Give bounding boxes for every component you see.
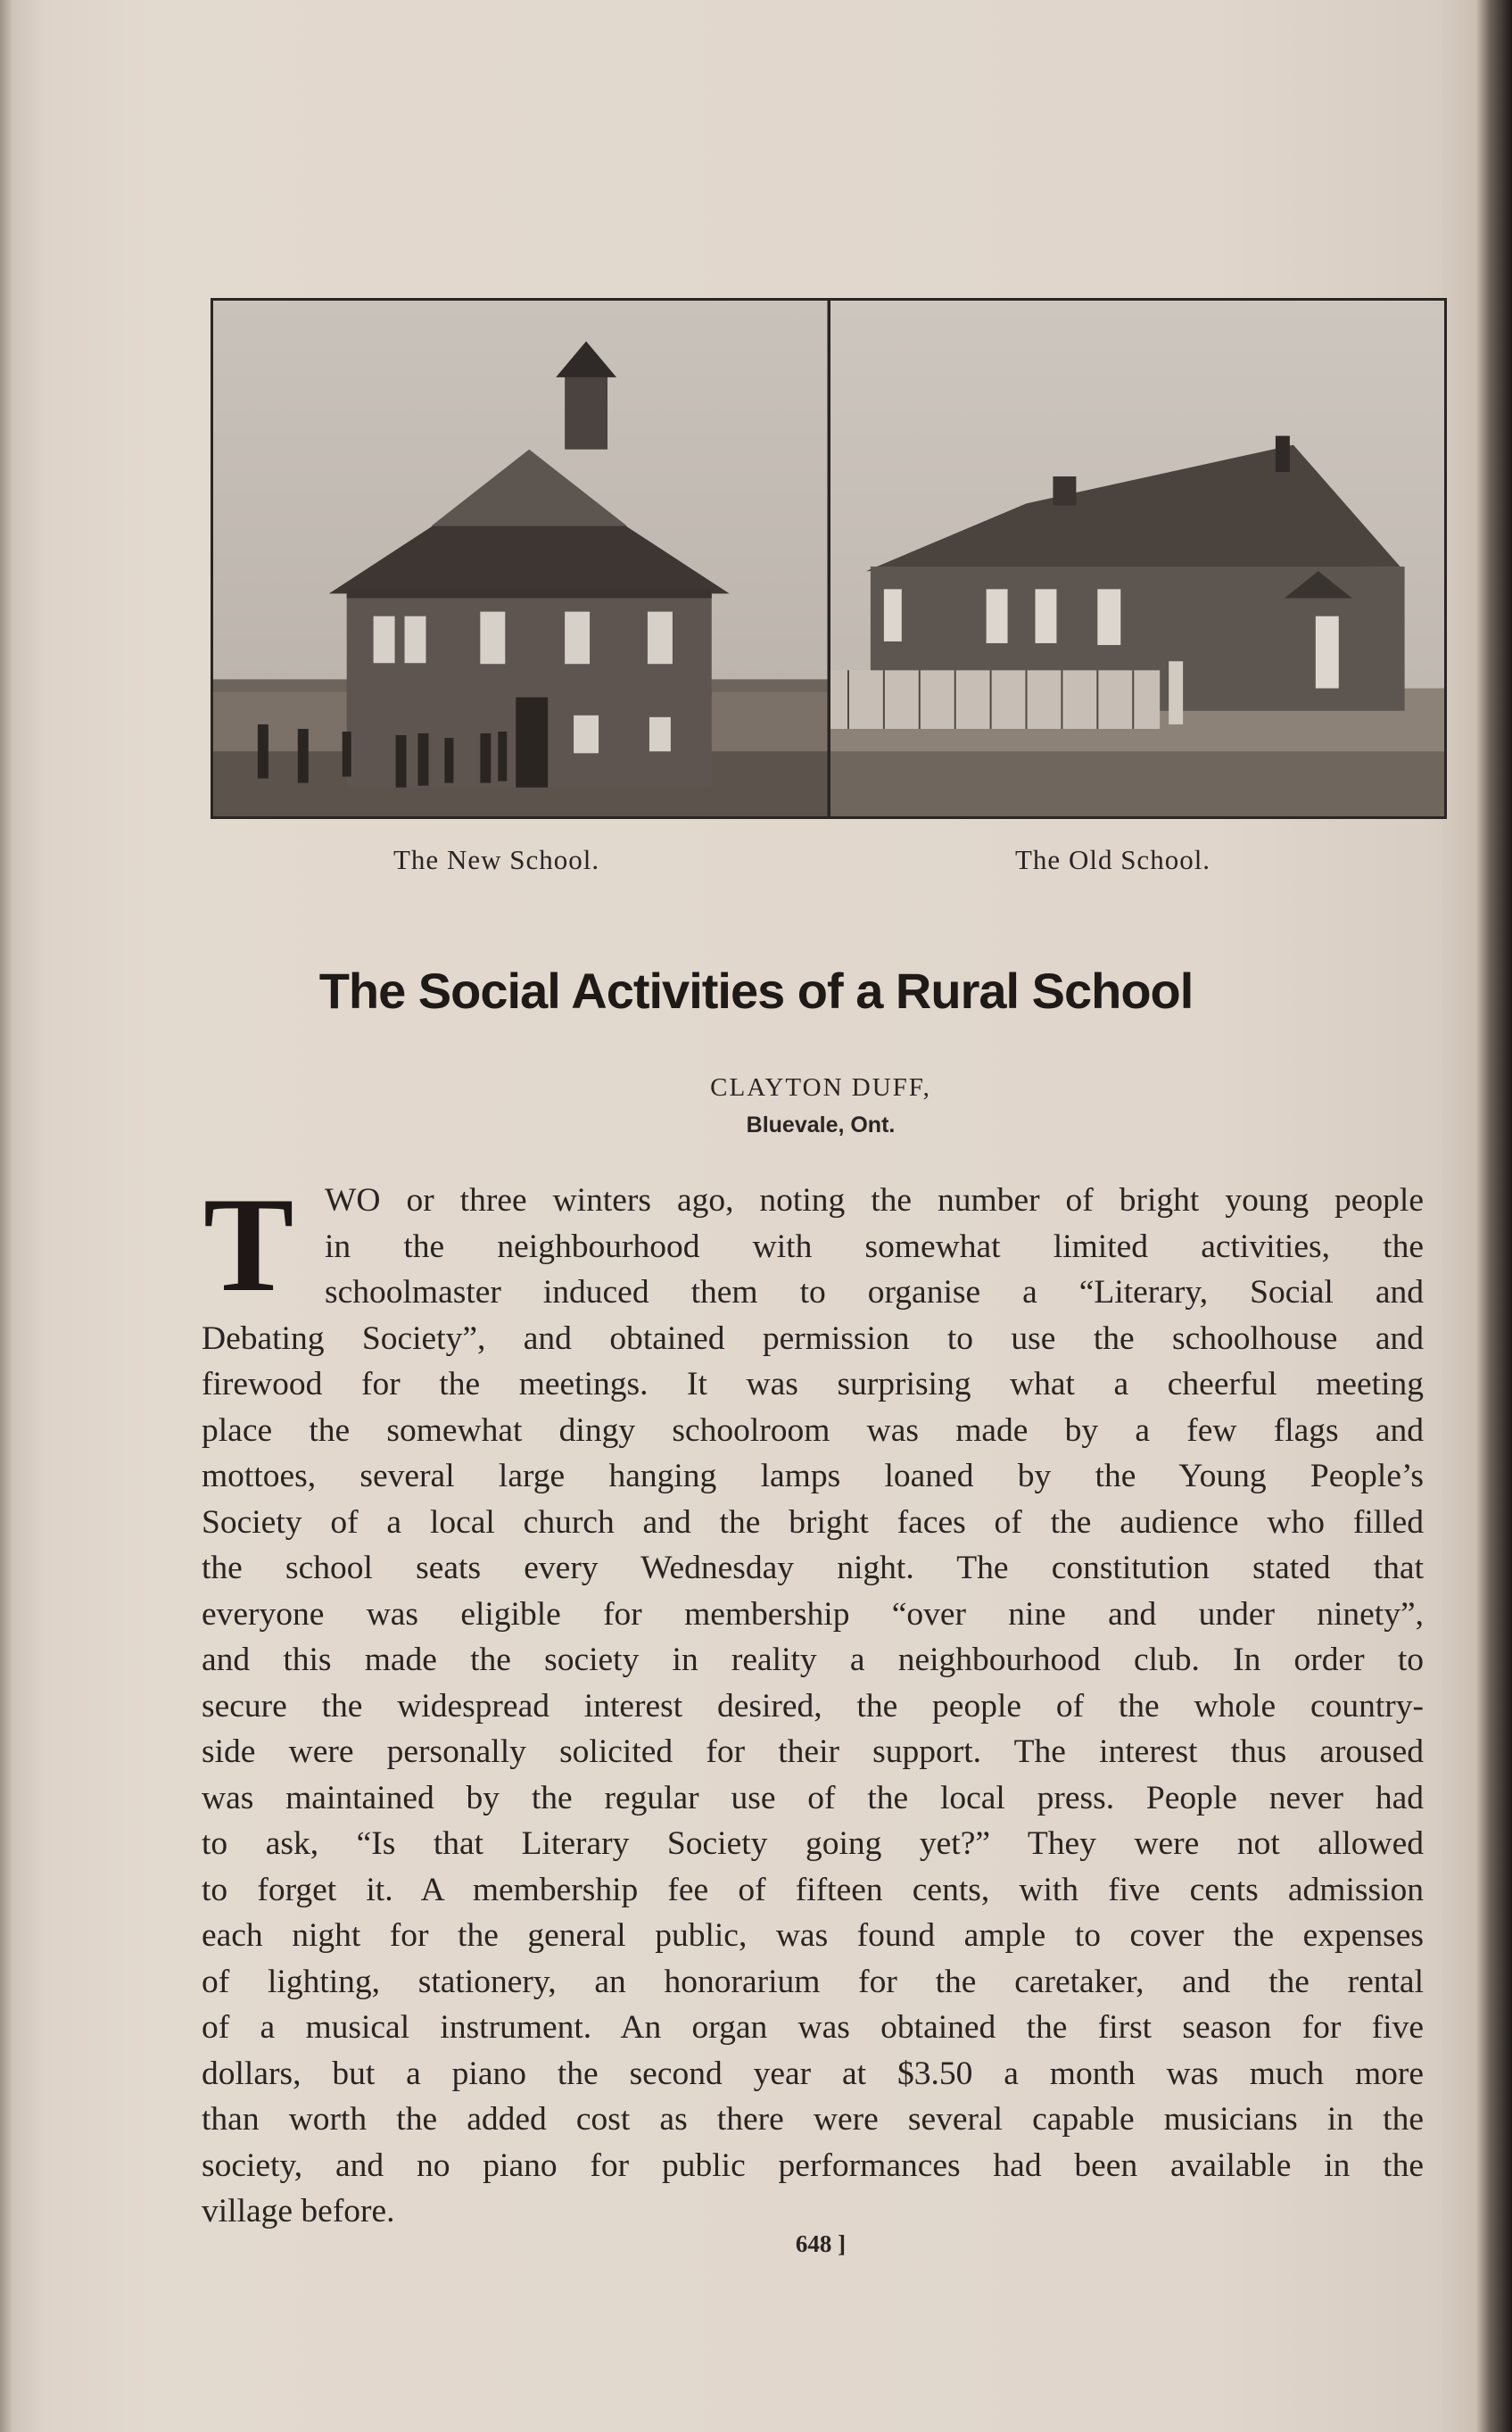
body-line: than worth the added cost as there were several capable musicians in the — [202, 2101, 1424, 2138]
body-line: firewood for the meetings. It was surprising what a cheerful meeting — [202, 1366, 1424, 1402]
caption-new-school: The New School. — [393, 844, 600, 875]
body-line: and this made the society in reality a neighbourhood club. In order to — [202, 1642, 1424, 1678]
body-line: WO or three winters ago, noting the number of bright young people — [325, 1182, 1424, 1219]
article-author: CLAYTON DUFF, — [710, 1073, 931, 1102]
body-line: of a musical instrument. An organ was obtained the first season for five — [202, 2009, 1424, 2046]
body-line: mottoes, several large hanging lamps loaned by the Young People’s — [202, 1458, 1424, 1494]
page-number: 648 ] — [795, 2230, 847, 2257]
article-title: The Social Activities of a Rural School — [318, 963, 1194, 1019]
author-affiliation: Bluevale, Ont. — [746, 1113, 896, 1137]
article-body — [202, 1170, 1424, 2235]
page-binding-edge — [0, 0, 36, 2432]
body-line: dollars, but a piano the second year at $3.50 a month was much more — [202, 2055, 1424, 2092]
photo-plate — [211, 298, 1447, 819]
body-line: society, and no piano for public performances had been available in the — [202, 2147, 1424, 2184]
body-line: secure the widespread interest desired, the people of the whole country- — [202, 1687, 1424, 1725]
body-line: to ask, “Is that Literary Society going yet?” They were not allowed — [202, 1825, 1424, 1862]
caption-old-school: The Old School. — [1015, 844, 1211, 875]
body-line: schoolmaster induced them to organise a “Literary, Social and — [325, 1274, 1424, 1311]
body-line: of lighting, stationery, an honorarium for the caretaker, and the rental — [202, 1963, 1424, 2000]
drop-cap: T — [203, 1170, 294, 1319]
body-line: Society of a local church and the bright faces of the audience who filled — [202, 1503, 1424, 1541]
body-line: everyone was eligible for membership “over nine and under ninety”, — [202, 1595, 1424, 1633]
body-line: village before. — [202, 2193, 395, 2229]
new-school-photo — [213, 301, 828, 816]
body-line: place the somewhat dingy schoolroom was made by a few flags and — [202, 1411, 1424, 1449]
body-line: to forget it. A membership fee of fifteen cents, with five cents admission — [202, 1871, 1424, 1908]
body-line: side were personally solicited for their support. The interest thus aroused — [202, 1733, 1424, 1770]
body-line: in the neighbourhood with somewhat limited activities, the — [325, 1228, 1424, 1265]
body-line: each night for the general public, was found ample to cover the expenses — [202, 1917, 1424, 1954]
body-line: Debating Society”, and obtained permission to use the schoolhouse and — [202, 1319, 1424, 1357]
body-line: was maintained by the regular use of the local press. People never had — [202, 1779, 1424, 1816]
body-line: the school seats every Wednesday night. The constitution stated that — [202, 1550, 1424, 1586]
old-school-photo — [830, 301, 1445, 816]
page-outer-edge — [1476, 0, 1512, 2432]
